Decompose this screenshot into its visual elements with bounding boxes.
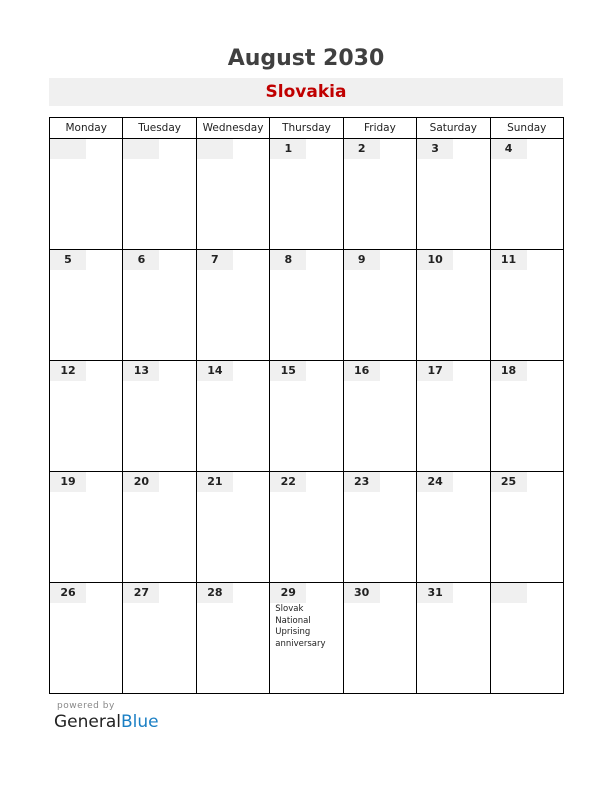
day-number: 29	[270, 583, 306, 603]
day-number: 21	[197, 472, 233, 492]
week-row	[50, 139, 564, 250]
day-cell[interactable]	[417, 583, 490, 694]
empty-day-cell	[196, 139, 269, 250]
day-number: 10	[417, 250, 453, 270]
day-number: 1	[270, 139, 306, 159]
day-cell[interactable]	[50, 583, 123, 694]
day-cell[interactable]	[270, 250, 343, 361]
day-cell[interactable]	[343, 250, 416, 361]
weekday-header-sunday: Sunday	[490, 118, 563, 139]
day-cell[interactable]	[50, 472, 123, 583]
day-cell[interactable]	[196, 361, 269, 472]
day-number: 3	[417, 139, 453, 159]
week-row	[50, 361, 564, 472]
weekday-header-tuesday: Tuesday	[123, 118, 196, 139]
day-number: 31	[417, 583, 453, 603]
page-title: August 2030	[227, 46, 385, 71]
calendar-grid	[49, 117, 564, 694]
day-number: 13	[123, 361, 159, 381]
day-number: 23	[344, 472, 380, 492]
brand-blue: Blue	[121, 712, 159, 732]
day-number: 24	[417, 472, 453, 492]
day-cell[interactable]	[123, 583, 196, 694]
day-number: 18	[491, 361, 527, 381]
day-number: 22	[270, 472, 306, 492]
day-number: 11	[491, 250, 527, 270]
day-cell[interactable]	[270, 361, 343, 472]
day-number: 30	[344, 583, 380, 603]
day-cell[interactable]	[270, 583, 343, 694]
weekday-header-wednesday: Wednesday	[196, 118, 269, 139]
brand-general: General	[54, 712, 121, 732]
day-cell[interactable]	[417, 361, 490, 472]
weekday-header-friday: Friday	[343, 118, 416, 139]
week-row	[50, 472, 564, 583]
week-row	[50, 250, 564, 361]
day-number: 27	[123, 583, 159, 603]
day-number	[123, 139, 159, 159]
day-number: 15	[270, 361, 306, 381]
day-cell[interactable]	[490, 250, 563, 361]
day-cell[interactable]	[50, 361, 123, 472]
day-cell[interactable]	[123, 472, 196, 583]
day-cell[interactable]	[50, 250, 123, 361]
day-cell[interactable]	[343, 472, 416, 583]
day-cell[interactable]	[196, 250, 269, 361]
powered-by-label: powered by	[57, 701, 115, 711]
weekday-header-saturday: Saturday	[417, 118, 490, 139]
weekday-header-row	[50, 118, 564, 139]
day-number: 6	[123, 250, 159, 270]
generalblue-logo[interactable]	[54, 712, 159, 732]
day-cell[interactable]	[490, 472, 563, 583]
day-cell[interactable]	[417, 250, 490, 361]
day-cell[interactable]	[196, 583, 269, 694]
day-number: 25	[491, 472, 527, 492]
day-number: 26	[50, 583, 86, 603]
empty-day-cell	[123, 139, 196, 250]
day-cell[interactable]	[343, 583, 416, 694]
day-cell[interactable]	[490, 361, 563, 472]
empty-day-cell	[490, 583, 563, 694]
day-cell[interactable]	[417, 472, 490, 583]
day-number: 5	[50, 250, 86, 270]
weekday-header-monday: Monday	[50, 118, 123, 139]
week-row	[50, 583, 564, 694]
day-number: 8	[270, 250, 306, 270]
day-number: 28	[197, 583, 233, 603]
country-name: Slovakia	[265, 82, 347, 102]
day-number: 12	[50, 361, 86, 381]
holiday-event: Slovak National Uprising anniversary	[275, 604, 326, 649]
weekday-header-thursday: Thursday	[270, 118, 343, 139]
day-number: 16	[344, 361, 380, 381]
day-number	[50, 139, 86, 159]
day-cell[interactable]	[490, 139, 563, 250]
country-banner	[49, 78, 563, 106]
day-cell[interactable]	[270, 472, 343, 583]
day-cell[interactable]	[196, 472, 269, 583]
day-cell[interactable]	[123, 361, 196, 472]
day-number: 20	[123, 472, 159, 492]
day-number: 17	[417, 361, 453, 381]
day-number: 2	[344, 139, 380, 159]
day-cell[interactable]	[417, 139, 490, 250]
day-cell[interactable]	[123, 250, 196, 361]
day-number	[197, 139, 233, 159]
day-cell[interactable]	[343, 361, 416, 472]
day-number: 14	[197, 361, 233, 381]
day-number: 19	[50, 472, 86, 492]
day-number: 7	[197, 250, 233, 270]
day-cell[interactable]	[343, 139, 416, 250]
day-number: 9	[344, 250, 380, 270]
empty-day-cell	[50, 139, 123, 250]
day-number	[491, 583, 527, 603]
day-cell[interactable]	[270, 139, 343, 250]
day-number: 4	[491, 139, 527, 159]
